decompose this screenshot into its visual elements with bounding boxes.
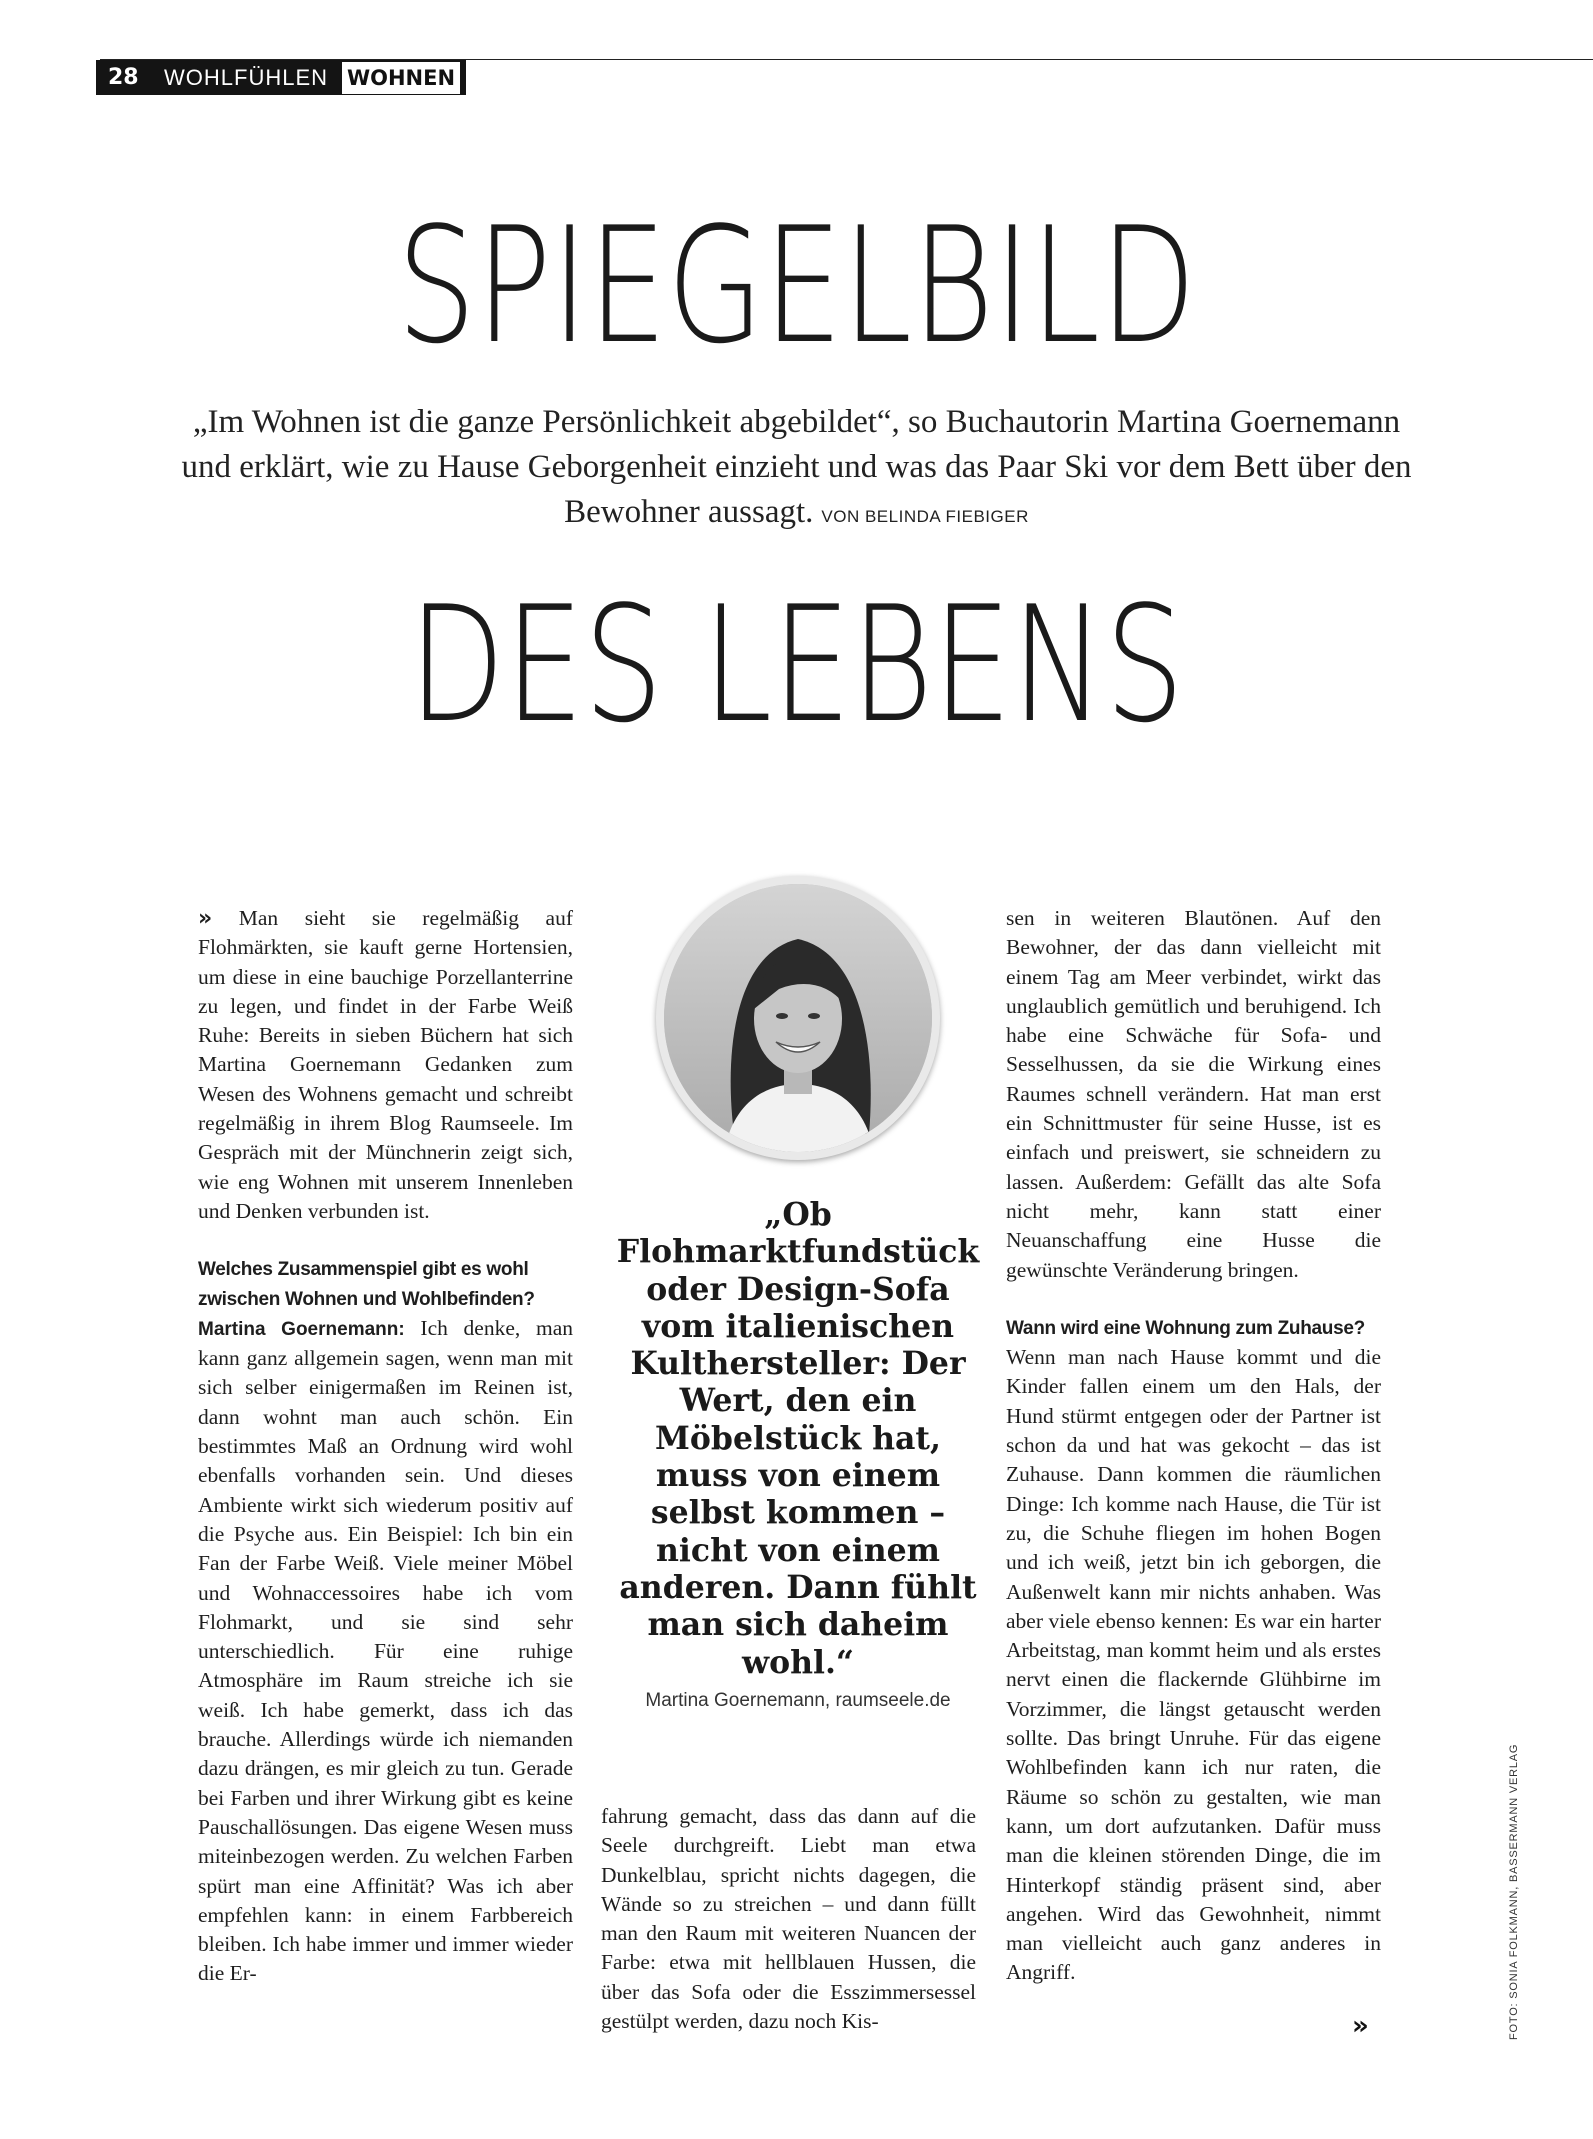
- question-2: Wann wird eine Wohnung zum Zuhause?: [1006, 1317, 1365, 1339]
- column-3: [1006, 904, 1381, 1988]
- column-2: [601, 1802, 976, 2036]
- question-1: Welches Zusammenspiel gibt es wohl zwischen Wohnen und Wohlbefinden?: [198, 1259, 535, 1310]
- pull-quote-attribution: Martina Goernemann, raumseele.de: [645, 1690, 951, 1711]
- intro-paragraph: [198, 904, 573, 1226]
- byline: VON BELINDA FIEBIGER: [821, 507, 1029, 526]
- author-portrait: [656, 876, 940, 1160]
- title-line-1: SPIEGELBILD: [396, 192, 1197, 379]
- end-mark: »: [1352, 2011, 1369, 2041]
- speaker-label: Martina Goernemann:: [198, 1318, 405, 1340]
- section-label: WOHLFÜHLEN: [164, 65, 329, 90]
- title-line-2: DES LEBENS: [408, 571, 1185, 758]
- answer-1-part-3: sen in weiteren Blautönen. Auf den Bewohner, der das dann vielleicht mit einem Tag am Meer verbindet, wirkt das unglaublich gemütlich und beruhigend. Ich habe eine Schwäche für Sofa- und Sesselhussen, da sie die Wirkung eines Raumes schnell verändern. Hat man erst ein Schnittmuster für seine Husse, ist es einfach und preiswert, sie schneidern zu lassen. Außerdem: Gefällt das alte Sofa nicht mehr, kann statt einer Neuanschaffung eine Husse die gewünschte Veränderung bringen.: [1006, 906, 1381, 1282]
- intro-text: Man sieht sie regelmäßig auf Flohmärkten, sie kauft gerne Hortensien, um diese in eine bauchige Porzellanterrine zu legen, und findet in der Farbe Weiß Ruhe: Bereits in sieben Büchern hat sich Martina Goernemann Gedanken zum Wesen des Wohnens gemacht und schreibt regelmäßig in ihrem Blog Raumseele. Im Gespräch mit der Münchnerin zeigt sich, wie eng Wohnen mit unserem Innenleben und Denken verbunden ist.: [198, 906, 574, 1223]
- photo-credit: FOTO: SONIA FOLKMANN, BASSERMANN VERLAG: [1508, 1743, 1520, 2040]
- portrait-illustration: [664, 884, 932, 1152]
- answer-1-text: Ich denke, man kann ganz allgemein sagen, wenn man mit sich selber einigermaßen im Reinen ist, dann wohnt man auch schön. Ein bestimmtes Maß an Ordnung wird wohl ebenfalls vorhanden sein. Und dieses Ambiente wirkt sich wiederum positiv auf die Psyche aus. Ein Beispiel: Ich bin ein Fan der Farbe Weiß. Viele meiner Möbel und Wohnaccessoires habe ich vom Flohmarkt, und sie sind sehr unterschiedlich. Für eine ruhige Atmosphäre im Raum streiche ich sie weiß. Ich habe gemerkt, dass ich das brauche. Allerdings würde ich niemanden dazu drängen, es mir gleich zu tun. Gerade bei Farben und ihrer Wirkung gibt es keine Pauschallösungen. Das eigene Wesen muss miteinbezogen werden. Zu welchen Farben spürt man eine Affinität? Was ich aber empfehlen kann: in einem Farbbereich bleiben. Ich habe immer und immer wieder die Er-: [198, 1315, 573, 1986]
- subsection-label: WOHNEN: [342, 62, 460, 94]
- lede: [180, 400, 1413, 539]
- column-1: [198, 904, 573, 1989]
- lede-text: „Im Wohnen ist die ganze Persönlichkeit abgebildet“, so Buchautorin Martina Goernemann und erklärt, wie zu Hause Geborgenheit einzieht und was das Paar Ski vor dem Bett über den Bewohner aussagt.: [181, 404, 1412, 530]
- pull-quote: „Ob Flohmarktfundstück oder Design-Sofa vom italienischen Kulthersteller: Der Wert, den ein Möbelstück hat, muss von einem selbst kommen – nicht von einem anderen. Dann fühlt man sich daheim wohl.“: [616, 1196, 980, 1681]
- answer-1-part-1: [198, 1314, 573, 1989]
- portrait-photo: [664, 884, 932, 1152]
- start-mark: »: [198, 906, 213, 931]
- answer-1-part-2: fahrung gemacht, dass das dann auf die Seele durchgreift. Liebt man etwa Dunkelblau, spricht nichts dagegen, die Wände so zu streichen – und dann füllt man den Raum mit weiteren Nuancen der Farbe: etwa mit hellblauen Hussen, die über das Sofa oder die Esszimmersessel gestülpt werden, dazu noch Kis-: [601, 1804, 976, 2034]
- answer-2: Wenn man nach Hause kommt und die Kinder fallen einem um den Hals, der Hund stürmt entgegen oder der Partner ist schon da und hat was gekocht – das ist Zuhause. Dann kommen die räumlichen Dinge: Ich komme nach Hause, die Tür ist zu, die Schuhe fliegen im hohen Bogen und ich weiß, jetzt bin ich geborgen, die Außenwelt kann mir nichts anhaben. Was aber viele ebenso kennen: Es war ein harter Arbeitstag, man kommt heim und als erstes nervt einen die flackernde Glühbirne im Vorzimmer, die längst getauscht werden sollte. Das bringt Unruhe. Für das eigene Wohlbefinden kann ich nur raten, die Räume so schön zu gestalten, wie man kann, um dort aufzutanken. Dafür muss man die kleinen störenden Dinge, die im Hinterkopf ständig präsent sind, aber angehen. Wird das Gewohnheit, nimmt man vielleicht auch ganz anderes in Angriff.: [1006, 1345, 1381, 1985]
- page-number: 28: [108, 65, 139, 90]
